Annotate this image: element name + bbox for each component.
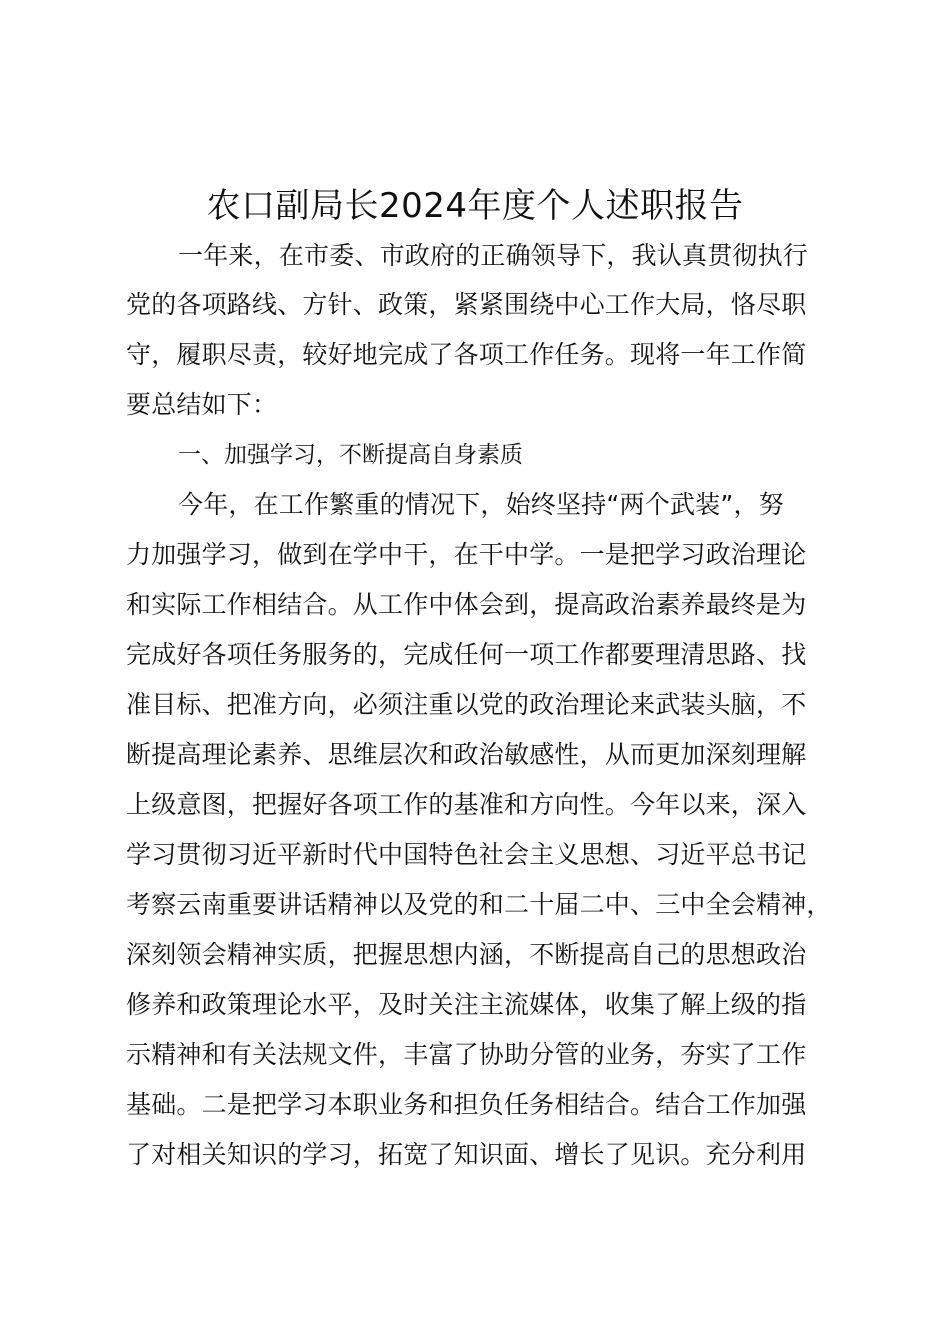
body-line-9: 考察云南重要讲话精神以及党的和二十届二中、三中全会精神， <box>126 890 832 919</box>
body-line-2: 力加强学习，做到在学中干，在干中学。一是把学习政治理论 <box>126 540 807 569</box>
intro-line-3: 守，履职尽责，较好地完成了各项工作任务。现将一年工作简 <box>126 340 807 369</box>
body-line-6: 断提高理论素养、思维层次和政治敏感性，从而更加深刻理解 <box>126 740 807 769</box>
intro-line-4: 要总结如下： <box>126 390 278 419</box>
body-line-12: 示精神和有关法规文件，丰富了协助分管的业务，夯实了工作 <box>126 1040 807 1069</box>
body-line-1: 今年，在工作繁重的情况下，始终坚持“两个武装”，努 <box>178 490 784 519</box>
section-heading: 一、加强学习，不断提高自身素质 <box>178 442 523 468</box>
body-line-5: 准目标、把准方向，必须注重以党的政治理论来武装头脑，不 <box>126 690 807 719</box>
body-line-10: 深刻领会精神实质，把握思想内涵，不断提高自己的思想政治 <box>126 940 807 969</box>
document-title: 农口副局长2024年度个人述职报告 <box>206 186 744 226</box>
body-line-13: 基础。二是把学习本职业务和担负任务相结合。结合工作加强 <box>126 1090 807 1119</box>
body-line-4: 完成好各项任务服务的，完成任何一项工作都要理清思路、找 <box>126 640 807 669</box>
body-line-7: 上级意图，把握好各项工作的基准和方向性。今年以来，深入 <box>126 790 807 819</box>
body-line-11: 修养和政策理论水平，及时关注主流媒体，收集了解上级的指 <box>126 990 807 1019</box>
body-line-14: 了对相关知识的学习，拓宽了知识面、增长了见识。充分利用 <box>126 1140 807 1169</box>
intro-line-1: 一年来，在市委、市政府的正确领导下，我认真贯彻执行 <box>178 241 809 270</box>
body-line-3: 和实际工作相结合。从工作中体会到，提高政治素养最终是为 <box>126 590 807 619</box>
body-line-8: 学习贯彻习近平新时代中国特色社会主义思想、习近平总书记 <box>126 840 807 869</box>
intro-line-2: 党的各项路线、方针、政策，紧紧围绕中心工作大局，恪尽职 <box>126 290 807 319</box>
